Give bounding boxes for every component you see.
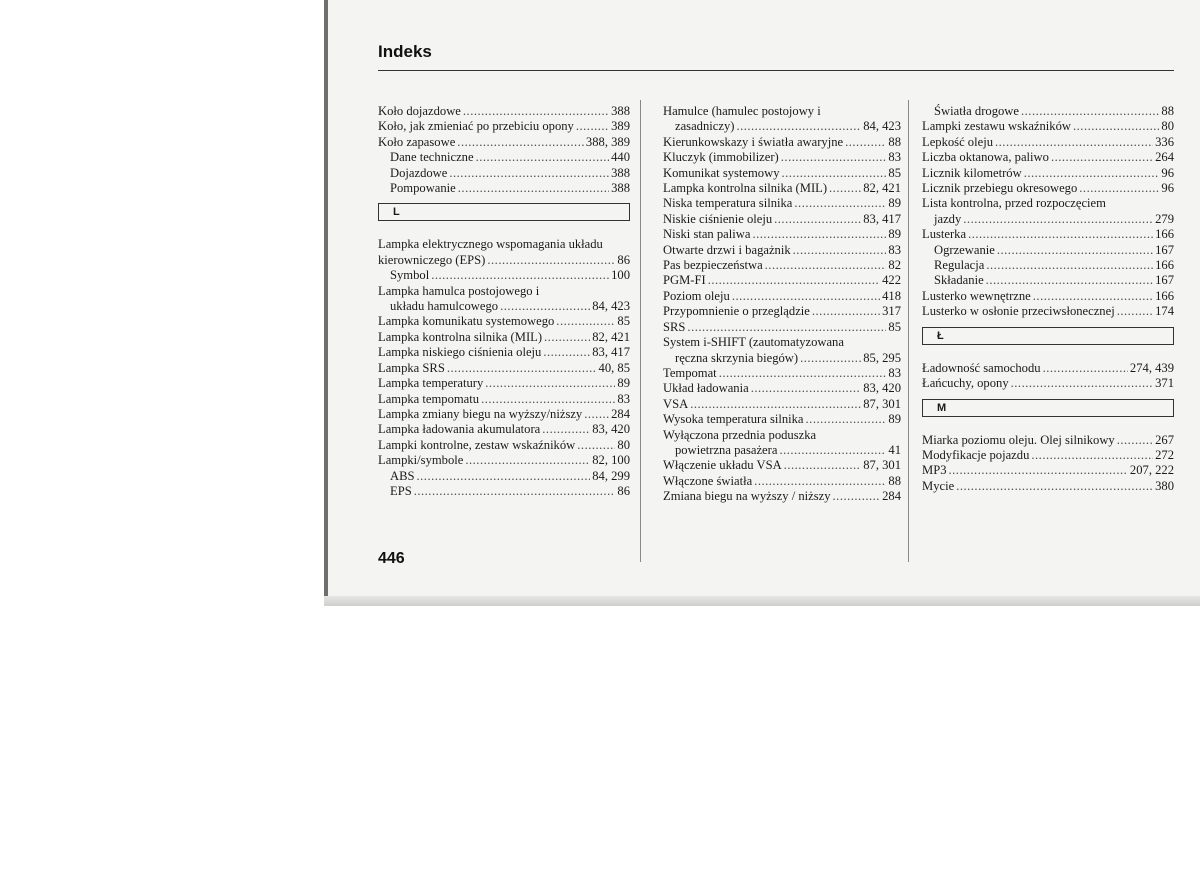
index-entry <box>378 469 630 484</box>
dot-leader <box>1051 150 1153 165</box>
index-entry <box>922 135 1174 150</box>
index-entry <box>378 166 630 181</box>
index-entry-text: Włączenie układu VSA <box>663 458 782 473</box>
dot-leader <box>417 469 591 484</box>
dot-leader <box>544 330 590 345</box>
dot-leader <box>732 289 880 304</box>
index-entry-text: Koło, jak zmieniać po przebiciu opony <box>378 119 574 134</box>
index-entry-text: Ładowność samochodu <box>922 360 1041 375</box>
dot-leader <box>449 166 609 181</box>
dot-leader <box>1011 376 1153 391</box>
index-entry-text: Licznik przebiegu okresowego <box>922 181 1078 196</box>
index-block <box>922 361 1174 392</box>
dot-leader <box>781 150 887 165</box>
dot-leader <box>968 227 1153 242</box>
dot-leader <box>752 227 886 242</box>
index-entry-text: Otwarte drzwi i bagażnik <box>663 242 791 257</box>
index-entry-pages: 418 <box>882 288 901 303</box>
index-block <box>378 104 630 196</box>
index-entry <box>922 376 1174 391</box>
index-entry-text: Lampka ładowania akumulatora <box>378 422 541 437</box>
index-entry-text: Liczba oktanowa, paliwo <box>922 150 1049 165</box>
index-entry-text: Tempomat <box>663 365 717 380</box>
index-entry-pages: 80 <box>1161 119 1174 134</box>
index-entry <box>378 314 630 329</box>
index-entry <box>663 212 901 227</box>
column-divider <box>908 100 909 562</box>
dot-leader <box>751 381 862 396</box>
letter-section-l-stroke: Ł <box>922 327 1174 345</box>
index-entry-pages: 89 <box>617 376 630 391</box>
index-entry <box>378 345 630 360</box>
index-entry <box>663 273 901 288</box>
index-entry-pages: 380 <box>1155 478 1174 493</box>
index-entry <box>922 243 1174 258</box>
index-entry-pages: 41 <box>888 442 901 457</box>
dot-leader <box>997 243 1153 258</box>
index-entry-pages: 82, 100 <box>592 453 630 468</box>
dot-leader <box>986 273 1153 288</box>
index-entry-text: Komunikat systemowy <box>663 165 780 180</box>
index-entry-pages: 422 <box>882 273 901 288</box>
index-entry-pages: 264 <box>1155 150 1174 165</box>
page-title: Indeks <box>378 42 432 61</box>
index-entry-pages: 336 <box>1155 134 1174 149</box>
dot-leader <box>784 458 862 473</box>
index-entry <box>663 443 901 458</box>
index-entry <box>922 181 1174 196</box>
index-entry <box>663 412 901 427</box>
index-entry-text: SRS <box>663 319 686 334</box>
index-entry-text: Koło dojazdowe <box>378 104 461 118</box>
index-entry-text: Koło zapasowe <box>378 134 456 149</box>
index-entry-text: EPS <box>390 483 412 498</box>
index-block <box>922 104 1174 196</box>
index-entry-pages: 89 <box>888 227 901 242</box>
index-entry-pages: 388, 389 <box>585 134 630 149</box>
index-entry-text: Lampka zmiany biegu na wyższy/niższy <box>378 406 583 421</box>
dot-leader <box>556 314 615 329</box>
index-entry-text: układu hamulcowego <box>390 299 499 314</box>
dot-leader <box>457 135 584 150</box>
index-entry <box>663 304 901 319</box>
index-entry-pages: 317 <box>882 304 901 319</box>
index-entry <box>378 392 630 407</box>
index-block <box>663 443 901 458</box>
index-entry <box>922 479 1174 494</box>
index-entry <box>663 397 901 412</box>
dot-leader <box>485 376 615 391</box>
index-entry <box>663 150 901 165</box>
index-entry-pages: 279 <box>1155 211 1174 226</box>
index-entry-pages: 82, 421 <box>863 181 901 196</box>
dot-leader <box>806 412 887 427</box>
index-entry-pages: 166 <box>1155 227 1174 242</box>
index-entry-text: Lusterko wewnętrzne <box>922 288 1031 303</box>
index-entry-pages: 83, 420 <box>863 381 901 396</box>
index-entry <box>378 422 630 437</box>
index-entry <box>663 119 901 134</box>
index-entry-text: Lampka niskiego ciśnienia oleju <box>378 345 542 360</box>
dot-leader <box>476 150 610 165</box>
index-entry <box>663 196 901 211</box>
index-entry-pages: 96 <box>1161 165 1174 180</box>
letter-section-m: M <box>922 399 1174 417</box>
index-entry <box>378 119 630 134</box>
index-entry-pages: 83 <box>617 391 630 406</box>
dot-leader <box>1043 361 1128 376</box>
index-entry-pages: 80 <box>617 437 630 452</box>
index-entry-pages: 166 <box>1155 288 1174 303</box>
index-entry-text: System i-SHIFT (zautomatyzowana <box>663 335 844 350</box>
index-entry-text: Licznik kilometrów <box>922 165 1022 180</box>
dot-leader <box>956 479 1153 494</box>
index-block <box>663 351 901 366</box>
index-entry <box>922 361 1174 376</box>
index-entry-text: Wysoka temperatura silnika <box>663 412 804 427</box>
dot-leader <box>1021 104 1159 119</box>
index-entry <box>663 243 901 258</box>
index-entry-pages: 82, 421 <box>592 329 630 344</box>
index-entry-pages: 389 <box>611 119 630 134</box>
index-entry-text: Lampka temperatury <box>378 376 484 391</box>
dot-leader <box>1117 433 1153 448</box>
dot-leader <box>690 397 861 412</box>
index-entry-text: Modyfikacje pojazdu <box>922 447 1030 462</box>
dot-leader <box>1117 304 1153 319</box>
dot-leader <box>447 361 597 376</box>
index-entry-pages: 83, 417 <box>592 345 630 360</box>
index-entry-pages: 84, 423 <box>863 119 901 134</box>
index-entry-pages: 83 <box>888 365 901 380</box>
index-entry <box>378 104 630 119</box>
index-entry-pages: 100 <box>611 268 630 283</box>
index-entry-pages: 284 <box>882 489 901 504</box>
index-page <box>324 0 1200 606</box>
index-entry <box>663 289 901 304</box>
index-entry <box>663 135 901 150</box>
page-edge-shadow <box>324 596 1200 606</box>
index-entry-pages: 88 <box>888 134 901 149</box>
dot-leader <box>779 443 886 458</box>
index-entry <box>922 448 1174 463</box>
index-entry-text: Miarka poziomu oleju. Olej silnikowy <box>922 432 1115 447</box>
index-entry-text: Dojazdowe <box>390 165 448 180</box>
index-entry <box>378 453 630 468</box>
dot-leader <box>1033 289 1153 304</box>
index-entry-text: Łańcuchy, opony <box>922 376 1009 391</box>
index-entry-text: Niska temperatura silnika <box>663 196 793 211</box>
index-block <box>663 366 901 428</box>
index-entry-text: Składanie <box>934 273 984 288</box>
index-entry <box>378 268 630 283</box>
index-entry-text: Niski stan paliwa <box>663 227 751 242</box>
index-entry-text: Lampka tempomatu <box>378 391 480 406</box>
index-entry <box>378 438 630 453</box>
index-entry-pages: 440 <box>611 150 630 165</box>
index-entry-pages: 388 <box>611 165 630 180</box>
index-entry-text: ABS <box>390 468 415 483</box>
index-block <box>378 299 630 314</box>
index-block <box>378 253 630 268</box>
index-entry <box>922 433 1174 448</box>
index-column-1 <box>378 104 630 499</box>
dot-leader <box>719 366 887 381</box>
index-entry <box>378 484 630 499</box>
index-entry <box>922 119 1174 134</box>
index-entry-text: Lampka kontrolna silnika (MIL) <box>378 329 543 344</box>
index-entry-text: Mycie <box>922 478 955 493</box>
index-entry-pages: 89 <box>888 412 901 427</box>
index-entry-text: PGM-FI <box>663 273 706 288</box>
index-entry-text: VSA <box>663 396 689 411</box>
index-entry-text: Lusterko w osłonie przeciwsłonecznej <box>922 304 1115 319</box>
index-entry-pages: 89 <box>888 196 901 211</box>
dot-leader <box>995 135 1153 150</box>
index-entry-pages: 88 <box>1161 104 1174 118</box>
index-entry <box>663 474 901 489</box>
index-entry-text: Pompowanie <box>390 181 456 196</box>
index-entry-text: Lampka kontrolna silnika (MIL) <box>663 181 828 196</box>
index-entry <box>663 166 901 181</box>
dot-leader <box>794 196 886 211</box>
dot-leader <box>1031 448 1153 463</box>
index-entry <box>378 135 630 150</box>
header-rule <box>378 70 1174 71</box>
index-entry <box>663 489 901 504</box>
dot-leader <box>736 119 861 134</box>
index-entry <box>922 273 1174 288</box>
index-entry-text: Ogrzewanie <box>934 242 995 257</box>
index-entry-pages: 388 <box>611 181 630 196</box>
dot-leader <box>708 273 880 288</box>
index-entry <box>663 181 901 196</box>
index-entry <box>922 166 1174 181</box>
index-entry-text: Kierunkowskazy i światła awaryjne <box>663 134 844 149</box>
dot-leader <box>1079 181 1159 196</box>
index-entry-text: Włączone światła <box>663 473 753 488</box>
index-entry-text: zasadniczy) <box>675 119 735 134</box>
index-entry-pages: 84, 423 <box>592 299 630 314</box>
page-number: 446 <box>378 550 405 567</box>
index-entry-pages: 84, 299 <box>592 468 630 483</box>
index-entry <box>663 258 901 273</box>
index-entry-pages: 85 <box>888 319 901 334</box>
index-entry-text: Światła drogowe <box>934 104 1019 118</box>
index-entry-text: Lampka hamulca postojowego i <box>378 283 540 298</box>
dot-leader <box>543 345 590 360</box>
index-entry-pages: 166 <box>1155 258 1174 273</box>
dot-leader <box>754 474 886 489</box>
index-entry <box>663 320 901 335</box>
index-entry-pages: 83 <box>888 150 901 165</box>
dot-leader <box>829 181 861 196</box>
dot-leader <box>542 422 590 437</box>
index-block <box>922 433 1174 495</box>
index-entry-pages: 87, 301 <box>863 396 901 411</box>
index-entry-text: Lista kontrolna, przed rozpoczęciem <box>922 196 1106 211</box>
dot-leader <box>481 392 615 407</box>
dot-leader <box>1024 166 1160 181</box>
index-entry-text: Lampki kontrolne, zestaw wskaźników <box>378 437 576 452</box>
index-entry-pages: 85, 295 <box>863 350 901 365</box>
index-entry-pages: 174 <box>1155 304 1174 319</box>
index-entry-text: jazdy <box>934 211 962 226</box>
index-entry-text: Niskie ciśnienie oleju <box>663 211 773 226</box>
index-entry-text: Regulacja <box>934 258 985 273</box>
index-entry-pages: 85 <box>888 165 901 180</box>
index-entry-text: Układ ładowania <box>663 381 749 396</box>
index-block <box>922 212 1174 227</box>
index-entry-text: Lusterka <box>922 227 967 242</box>
index-entry-pages: 167 <box>1155 242 1174 257</box>
index-entry <box>922 227 1174 242</box>
index-entry <box>922 150 1174 165</box>
index-block <box>663 135 901 335</box>
letter-section-l: L <box>378 203 630 221</box>
dot-leader <box>1073 119 1159 134</box>
index-entry-text: Lampka SRS <box>378 360 445 375</box>
index-block <box>922 227 1174 319</box>
index-entry <box>663 381 901 396</box>
dot-leader <box>458 181 609 196</box>
index-entry-pages: 88 <box>888 473 901 488</box>
index-entry-pages: 267 <box>1155 432 1174 447</box>
index-entry-text: powietrzna pasażera <box>675 442 778 457</box>
index-entry-pages: 85 <box>617 314 630 329</box>
index-entry <box>378 181 630 196</box>
index-block <box>378 268 630 283</box>
index-entry <box>378 361 630 376</box>
index-entry-text: Wyłączona przednia poduszka <box>663 427 817 442</box>
index-entry-text: Przypomnienie o przeglądzie <box>663 304 810 319</box>
index-entry-text: Dane techniczne <box>390 150 474 165</box>
index-entry-text: Kluczyk (immobilizer) <box>663 150 779 165</box>
index-entry-text: Pas bezpieczeństwa <box>663 258 763 273</box>
index-entry-pages: 284 <box>611 406 630 421</box>
index-entry-pages: 167 <box>1155 273 1174 288</box>
index-entry-text: Lampka elektrycznego wspomagania układu <box>378 237 603 252</box>
index-column-3 <box>922 104 1174 494</box>
dot-leader <box>949 463 1128 478</box>
index-entry-pages: 82 <box>888 258 901 273</box>
dot-leader <box>577 438 615 453</box>
index-entry-pages: 272 <box>1155 447 1174 462</box>
index-entry-text: Lampki/symbole <box>378 453 464 468</box>
dot-leader <box>774 212 861 227</box>
index-entry-text: Zmiana biegu na wyższy / niższy <box>663 489 831 504</box>
index-entry-pages: 388 <box>611 104 630 118</box>
index-entry <box>922 258 1174 273</box>
dot-leader <box>782 166 887 181</box>
dot-leader <box>465 453 590 468</box>
index-entry-text: Symbol <box>390 268 430 283</box>
dot-leader <box>845 135 886 150</box>
index-entry-text: MP3 <box>922 463 947 478</box>
dot-leader <box>963 212 1153 227</box>
dot-leader <box>812 304 880 319</box>
index-block <box>663 458 901 504</box>
dot-leader <box>765 258 887 273</box>
index-entry <box>378 407 630 422</box>
dot-leader <box>833 489 881 504</box>
index-entry <box>922 212 1174 227</box>
index-entry-pages: 87, 301 <box>863 458 901 473</box>
index-entry <box>663 351 901 366</box>
index-entry-text: Lampka komunikatu systemowego <box>378 314 555 329</box>
index-entry-pages: 83 <box>888 242 901 257</box>
index-column-2 <box>663 104 901 505</box>
index-entry-text: ręczna skrzynia biegów) <box>675 350 799 365</box>
index-entry-text: Hamulce (hamulec postojowy i <box>663 104 821 118</box>
column-divider <box>640 100 641 562</box>
dot-leader <box>431 268 609 283</box>
index-entry <box>378 330 630 345</box>
index-entry-pages: 40, 85 <box>598 360 630 375</box>
dot-leader <box>487 253 615 268</box>
dot-leader <box>500 299 590 314</box>
index-entry-pages: 83, 420 <box>592 422 630 437</box>
dot-leader <box>576 119 609 134</box>
index-entry <box>663 458 901 473</box>
index-entry <box>922 304 1174 319</box>
dot-leader <box>800 351 861 366</box>
index-entry-pages: 86 <box>617 483 630 498</box>
index-entry-pages: 96 <box>1161 181 1174 196</box>
index-entry <box>922 463 1174 478</box>
index-entry-pages: 371 <box>1155 376 1174 391</box>
dot-leader <box>414 484 616 499</box>
index-block <box>378 314 630 499</box>
index-entry <box>378 299 630 314</box>
index-entry <box>663 227 901 242</box>
index-entry <box>922 104 1174 119</box>
dot-leader <box>687 320 886 335</box>
index-entry-pages: 83, 417 <box>863 211 901 226</box>
index-entry <box>378 376 630 391</box>
dot-leader <box>584 407 609 422</box>
index-block <box>663 119 901 134</box>
index-entry-text: Lampki zestawu wskaźników <box>922 119 1071 134</box>
dot-leader <box>793 243 887 258</box>
index-entry-text: Poziom oleju <box>663 288 730 303</box>
index-entry <box>378 253 630 268</box>
index-entry <box>663 366 901 381</box>
dot-leader <box>463 104 609 119</box>
index-entry-text: kierowniczego (EPS) <box>378 252 486 267</box>
index-entry-pages: 86 <box>617 252 630 267</box>
dot-leader <box>986 258 1153 273</box>
index-entry-text: Lepkość oleju <box>922 134 993 149</box>
index-entry <box>378 150 630 165</box>
index-entry-pages: 207, 222 <box>1129 463 1174 478</box>
index-entry-pages: 274, 439 <box>1129 360 1174 375</box>
index-entry <box>922 289 1174 304</box>
